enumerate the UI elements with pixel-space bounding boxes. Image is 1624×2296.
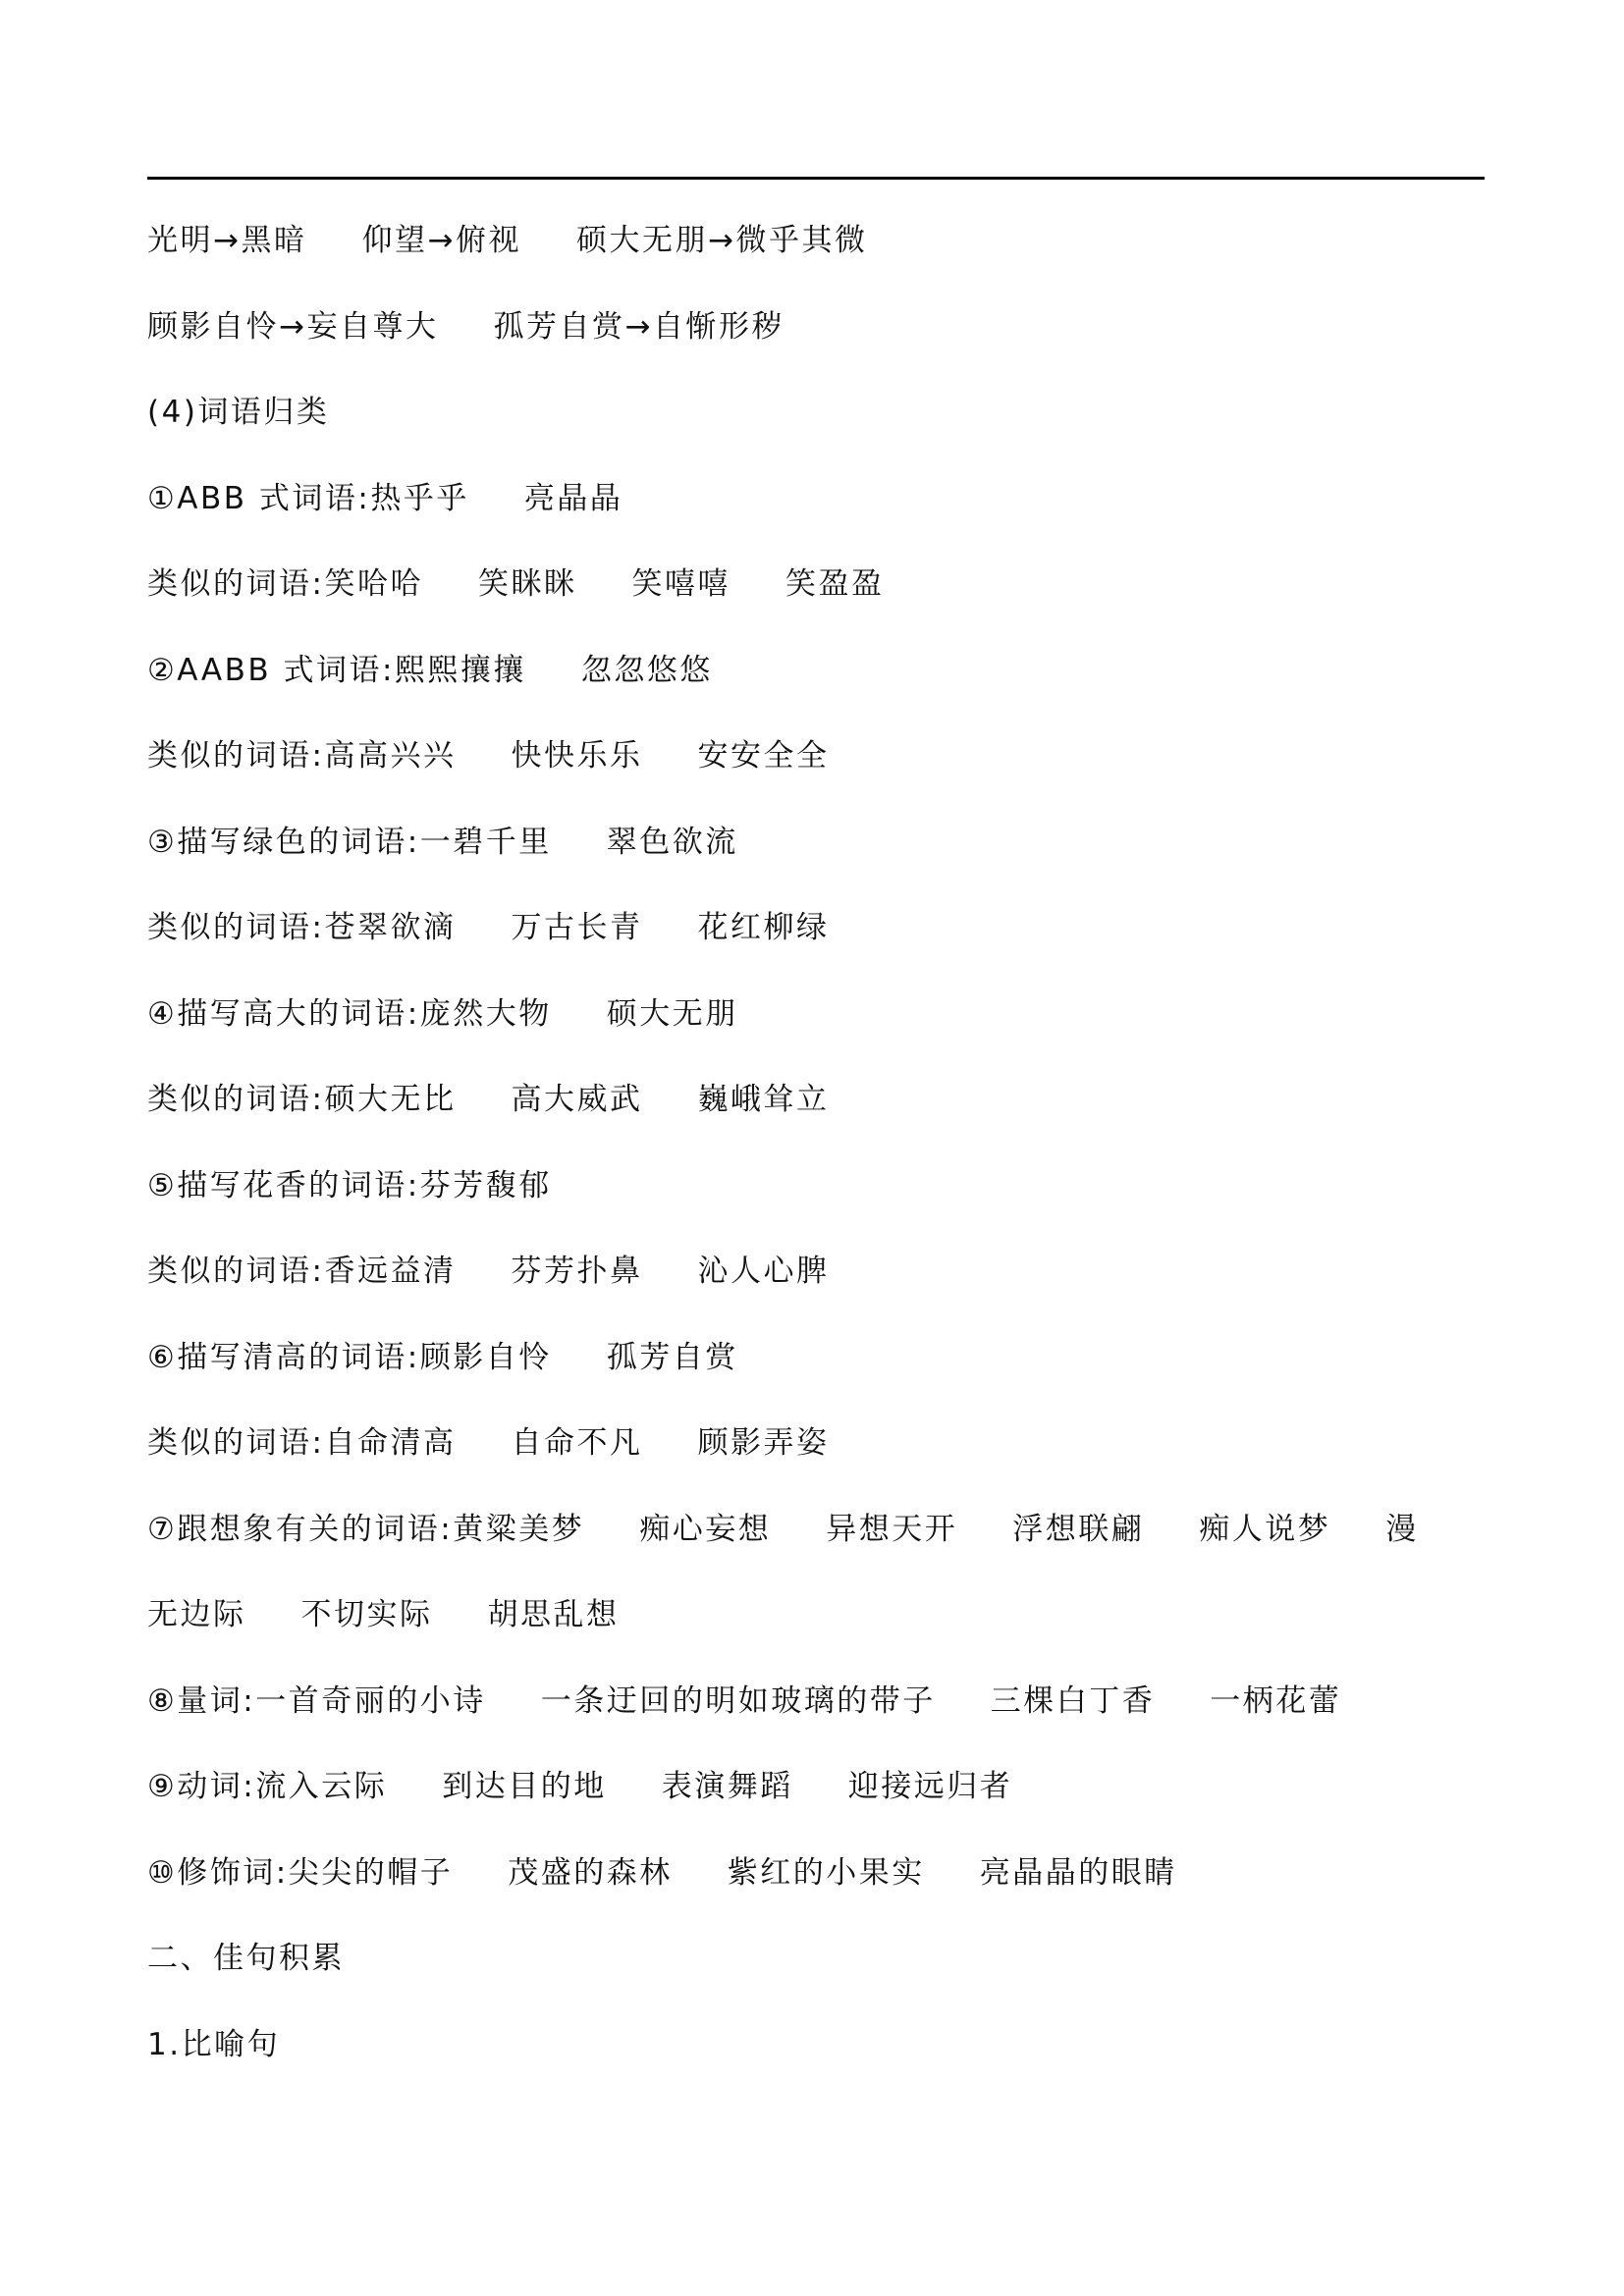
text-item: 一柄花蕾 [1210,1682,1342,1719]
text-item: 安安全全 [697,738,830,774]
text-line [147,2013,1492,2100]
text-line [147,983,1492,1069]
text-line [147,381,1492,467]
text-item: 花红柳绿 [697,910,830,945]
text-item: 痴心妄想 [639,1511,772,1547]
text-line [147,1842,1492,1928]
text-item: 芬芳扑鼻 [511,1254,643,1289]
text-item: 亮晶晶的眼睛 [979,1854,1177,1891]
text-item: 无边际 [147,1597,246,1632]
text-item: 光明→黑暗 [147,223,307,258]
text-item: 紫红的小果实 [727,1854,925,1891]
text-item: 三棵白丁香 [990,1682,1156,1719]
text-item: 二、佳句积累 [147,1941,345,1976]
text-item: 巍峨耸立 [697,1082,830,1117]
text-line [147,1068,1492,1154]
text-line [147,1412,1492,1498]
text-item: 忽忽悠悠 [580,652,713,688]
text-line [147,1755,1492,1842]
text-item: 硕大无朋 [606,995,738,1032]
text-item: 痴人说梦 [1199,1511,1331,1547]
text-item: 高大威武 [511,1082,643,1117]
text-item: 翠色欲流 [606,824,738,860]
text-item: ⑧量词:一首奇丽的小诗 [147,1682,486,1719]
text-item: ⑥描写清高的词语:顾影自怜 [147,1339,552,1375]
text-item: 万古长青 [511,910,643,945]
text-item: ④描写高大的词语:庞然大物 [147,995,552,1032]
text-line [147,1670,1492,1756]
text-line [147,1927,1492,2013]
text-item: 浮想联翩 [1012,1511,1145,1547]
text-item: 茂盛的森林 [508,1854,673,1891]
text-line [147,1240,1492,1326]
text-item: 快快乐乐 [511,738,643,774]
text-item: 孤芳自赏→自惭形秽 [493,308,785,345]
text-item: 亮晶晶 [523,480,623,516]
text-item: 一条迂回的明如玻璃的带子 [540,1682,936,1719]
text-item: ③描写绿色的词语:一碧千里 [147,824,552,860]
text-line [147,209,1492,295]
text-item: 孤芳自赏 [606,1339,738,1375]
text-item: 笑盈盈 [785,566,885,602]
text-item: 类似的词语:苍翠欲滴 [147,910,457,945]
text-item: ⑦跟想象有关的词语:黄粱美梦 [147,1511,585,1547]
text-item: 顾影自怜→妄自尊大 [147,308,439,345]
text-line [147,1498,1492,1584]
text-item: 迎接远归者 [847,1769,1013,1804]
text-item: 胡思乱想 [487,1597,620,1632]
text-item: (4)词语归类 [147,395,330,430]
text-item: 类似的词语:硕大无比 [147,1082,457,1117]
text-line [147,639,1492,725]
text-item: ⑤描写花香的词语:芬芳馥郁 [147,1167,552,1203]
text-item: ⑩修饰词:尖尖的帽子 [147,1854,454,1891]
text-item: 顾影弄姿 [697,1425,830,1461]
text-line [147,1154,1492,1241]
text-line [147,896,1492,983]
text-line [147,553,1492,639]
text-item: ②AABB 式词语:熙熙攘攘 [147,652,526,688]
text-item: 笑眯眯 [477,566,577,602]
text-item: 不切实际 [300,1597,433,1632]
text-item: ⑨动词:流入云际 [147,1769,388,1804]
text-item: 表演舞蹈 [661,1769,793,1804]
text-item: 仰望→俯视 [361,223,521,258]
text-item: 笑嘻嘻 [631,566,731,602]
text-item: 漫 [1385,1511,1419,1547]
text-item: 硕大无朋→微乎其微 [575,223,868,258]
text-item: 沁人心脾 [697,1254,830,1289]
text-item: 自命不凡 [511,1425,643,1461]
text-line [147,811,1492,897]
text-item: 类似的词语:香远益清 [147,1254,457,1289]
header-rule [147,177,1485,180]
text-line [147,467,1492,554]
text-item: 类似的词语:高高兴兴 [147,738,457,774]
text-line [147,724,1492,811]
text-item: 类似的词语:自命清高 [147,1425,457,1461]
text-item: ①ABB 式词语:热乎乎 [147,480,469,516]
text-line [147,295,1492,382]
text-line [147,1326,1492,1413]
document-body [147,209,1492,2099]
text-item: 类似的词语:笑哈哈 [147,566,423,602]
text-item: 异想天开 [826,1511,958,1547]
text-item: 1.比喻句 [147,2026,281,2062]
text-line [147,1583,1492,1670]
text-item: 到达目的地 [442,1769,607,1804]
